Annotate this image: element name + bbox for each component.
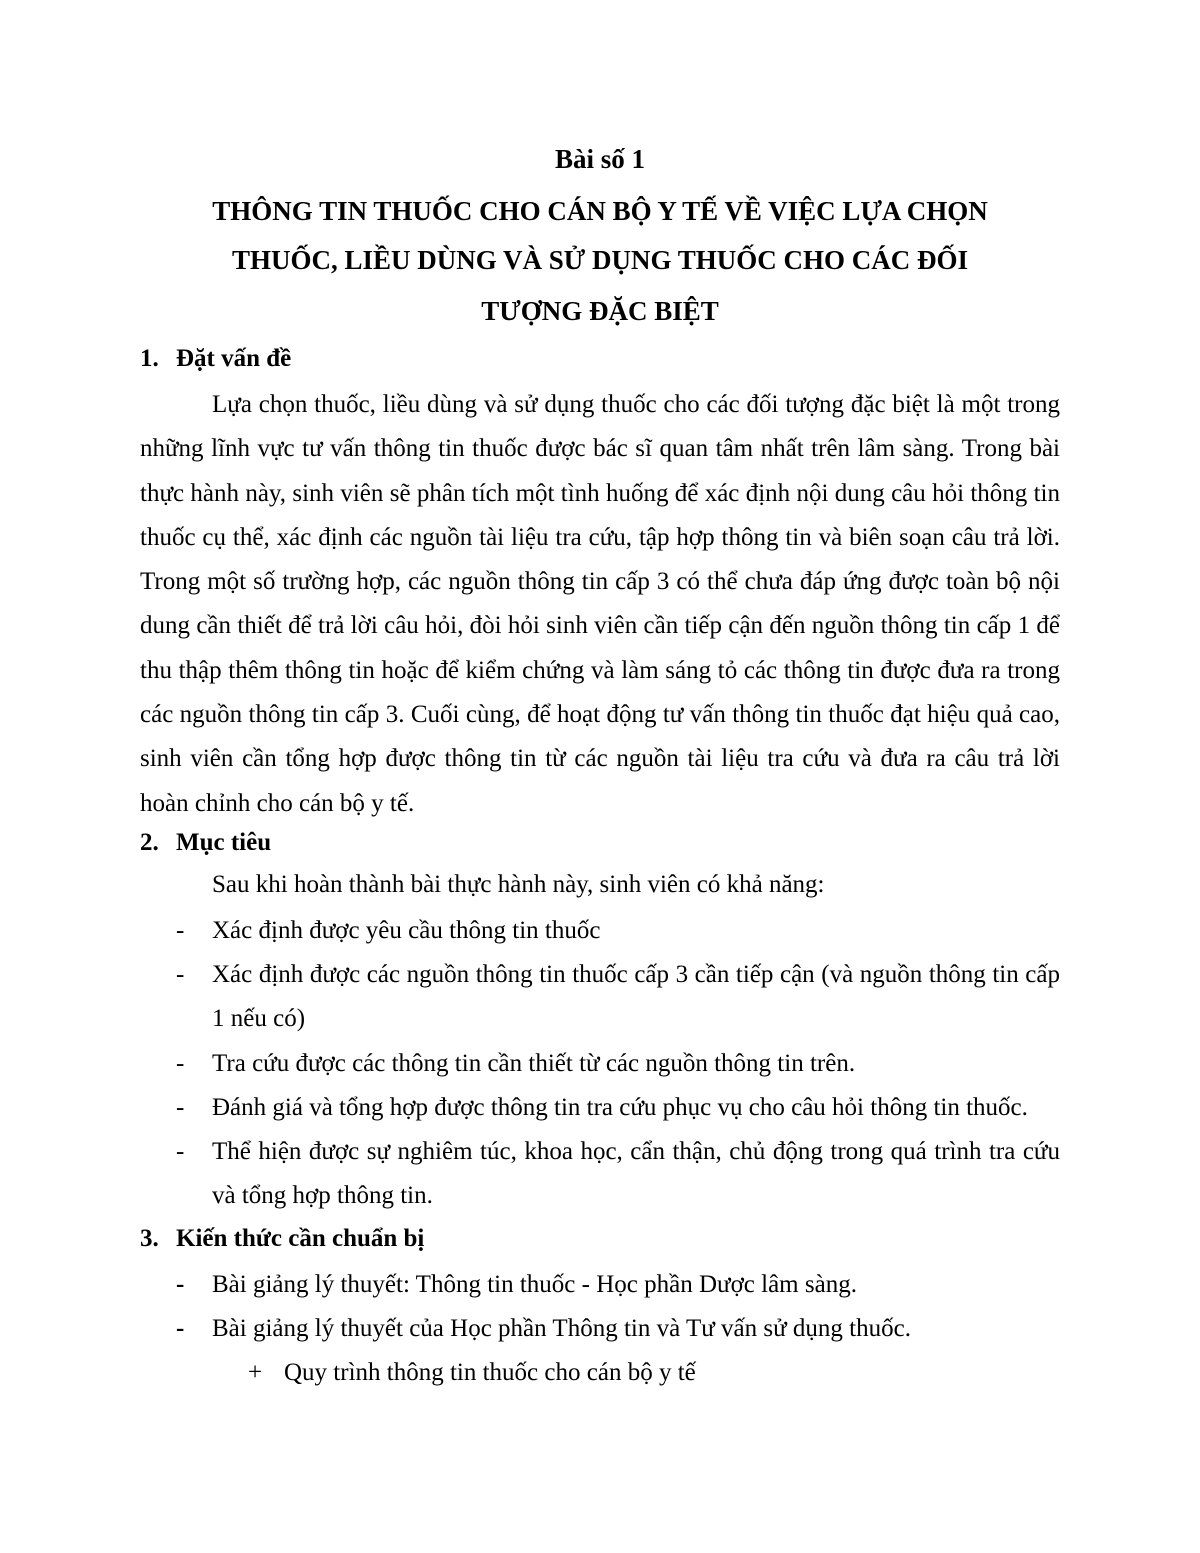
- section-1-paragraph: Lựa chọn thuốc, liều dùng và sử dụng thuốc cho các đối tượng đặc biệt là một trong những lĩnh vực tư vấn thông tin thuốc được bác sĩ quan tâm nhất trên lâm sàng. Trong bài thực hành này, sinh viên sẽ phân tích một tình huống để xác định nội dung câu hỏi thông tin thuốc cụ thể, xác định các nguồn tài liệu tra cứu, tập hợp thông tin và biên soạn câu trả lời. Trong một số trường hợp, các nguồn thông tin cấp 3 có thể chưa đáp ứng được toàn bộ nội dung cần thiết để trả lời câu hỏi, đòi hỏi sinh viên cần tiếp cận đến nguồn thông tin cấp 1 để thu thập thêm thông tin hoặc để kiểm chứng và làm sáng tỏ các thông tin được đưa ra trong các nguồn thông tin cấp 3. Cuối cùng, để hoạt động tư vấn thông tin thuốc đạt hiệu quả cao, sinh viên cần tổng hợp được thông tin từ các nguồn tài liệu tra cứu và đưa ra câu trả lời hoàn chỉnh cho cán bộ y tế.: [140, 391, 1060, 817]
- section-3-heading: [140, 1224, 424, 1254]
- list-item-text: Tra cứu được các thông tin cần thiết từ các nguồn thông tin trên.: [212, 1050, 856, 1077]
- section-1-number: 1.: [140, 345, 159, 372]
- list-item-text: Xác định được các nguồn thông tin thuốc cấp 3 cần tiếp cận (và nguồn thông tin cấp 1 nếu có): [212, 961, 1060, 1033]
- bullet-dash: -: [176, 1271, 185, 1298]
- section-3-title: Kiến thức cần chuẩn bị: [176, 1225, 425, 1252]
- section-3-number: 3.: [140, 1225, 159, 1252]
- section-2-heading: [140, 828, 271, 858]
- plus-bullet: +: [248, 1359, 263, 1386]
- section-2-title: Mục tiêu: [176, 829, 272, 856]
- list-item-text: Thể hiện được sự nghiêm túc, khoa học, cẩn thận, chủ động trong quá trình tra cứu và tổng hợp thông tin.: [212, 1138, 1060, 1210]
- bullet-dash: -: [176, 961, 185, 988]
- list-item: [140, 953, 1060, 1042]
- list-item: [140, 1086, 1060, 1130]
- list-item-text: Đánh giá và tổng hợp được thông tin tra cứu phục vụ cho câu hỏi thông tin thuốc.: [212, 1094, 1028, 1121]
- title-line-1: THÔNG TIN THUỐC CHO CÁN BỘ Y TẾ VỀ VIỆC LỰA CHỌN: [212, 196, 988, 226]
- section-2-intro: Sau khi hoàn thành bài thực hành này, sinh viên có khả năng:: [212, 871, 825, 898]
- list-item-text: Xác định được yêu cầu thông tin thuốc: [212, 917, 601, 944]
- sub-list-item-text: Quy trình thông tin thuốc cho cán bộ y tế: [284, 1359, 696, 1386]
- bullet-dash: -: [176, 1094, 185, 1121]
- lesson-number: Bài số 1: [554, 144, 646, 174]
- list-item-text: Bài giảng lý thuyết của Học phần Thông tin và Tư vấn sử dụng thuốc.: [212, 1315, 911, 1342]
- title-line-3: TƯỢNG ĐẶC BIỆT: [481, 296, 719, 326]
- bullet-dash: -: [176, 1138, 185, 1165]
- list-item: [140, 1307, 1060, 1351]
- bullet-dash: -: [176, 917, 185, 944]
- title-line-2: THUỐC, LIỀU DÙNG VÀ SỬ DỤNG THUỐC CHO CÁC ĐỐI: [231, 245, 969, 275]
- list-item: [140, 1263, 1060, 1307]
- bullet-dash: -: [176, 1315, 185, 1342]
- section-1-heading: [140, 344, 291, 374]
- section-1-title: Đặt vấn đề: [176, 345, 292, 372]
- list-item: [140, 1130, 1060, 1219]
- list-item: [140, 909, 1060, 953]
- section-2-number: 2.: [140, 829, 159, 856]
- list-item-text: Bài giảng lý thuyết: Thông tin thuốc - Học phần Dược lâm sàng.: [212, 1271, 857, 1298]
- sub-list-item: [248, 1358, 696, 1388]
- bullet-dash: -: [176, 1050, 185, 1077]
- list-item: [140, 1042, 1060, 1086]
